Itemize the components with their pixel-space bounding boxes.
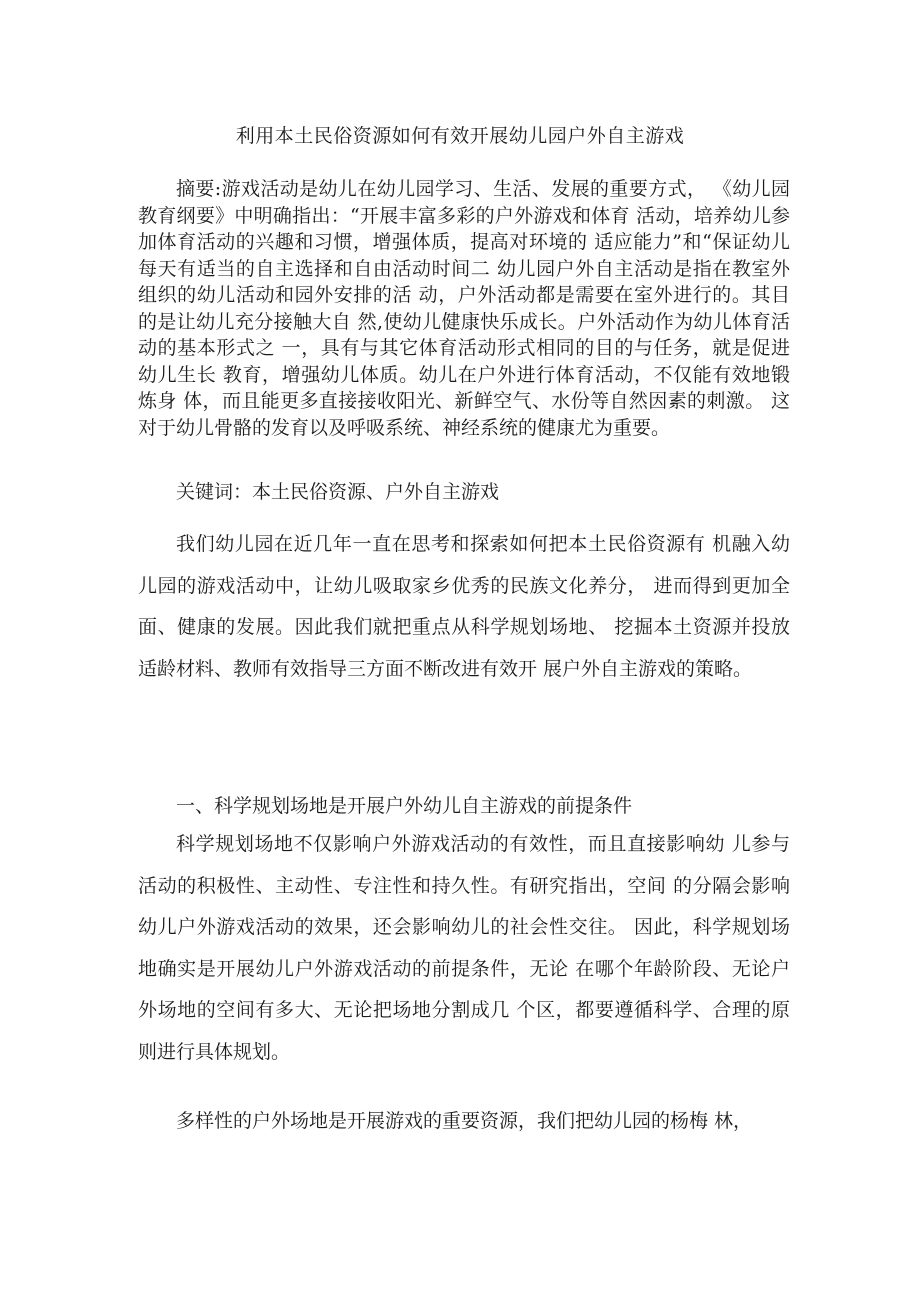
abstract-paragraph: 摘要:游戏活动是幼儿在幼儿园学习、生活、发展的重要方式， 《幼儿园教育纲要》中明确指出：“开展丰富多彩的户外游戏和体育 活动，培养幼儿参加体育活动的兴趣和习惯，增强体质，提高对环境的 适应能力”和“保证幼儿每天有适当的自主选择和自由活动时间二 幼儿园户外自主活动是指在教室外组织的幼儿活动和园外安排的活 动，户外活动都是需要在室外进行的。其目的是让幼儿充分接触大自 然,使幼儿健康快乐成长。户外活动作为幼儿体育活动的基本形式之 一，具有与其它体育活动形式相同的目的与任务，就是促进幼儿生长 教育，增强幼儿体质。幼儿在户外进行体育活动，不仅能有效地锻炼身 体，而且能更多直接接收阳光、新鲜空气、水份等自然因素的刺激。 这对于幼儿骨骼的发育以及呼吸系统、神经系统的健康尤为重要。 [138, 178, 790, 439]
document-title: 利用本土民俗资源如何有效开展幼儿园户外自主游戏 [235, 125, 685, 147]
section-heading-1: 一、科学规划场地是开展户外幼儿自主游戏的前提条件 [176, 795, 633, 817]
section-1-paragraph-2: 多样性的户外场地是开展游戏的重要资源，我们把幼儿园的杨梅 林， [176, 1110, 753, 1132]
intro-paragraph: 我们幼儿园在近几年一直在思考和探索如何把本土民俗资源有 机融入幼儿园的游戏活动中，让幼儿吸取家乡优秀的民族文化养分， 进而得到更加全面、健康的发展。因此我们就把重点从科学规划场地、 挖掘本土资源并投放适龄材料、教师有效指导三方面不断改进有效开 展户外自主游戏的策略。 [138, 533, 790, 680]
keywords-line: 关键词：本土民俗资源、户外自主游戏 [176, 481, 500, 503]
section-1-paragraph: 科学规划场地不仅影响户外游戏活动的有效性，而且直接影响幼 儿参与活动的积极性、主动性、专注性和持久性。有研究指出，空间 的分隔会影响幼儿户外游戏活动的效果，还会影响幼儿的社会性交往。 因此，科学规划场地确实是开展幼儿户外游戏活动的前提条件，无论 在哪个年龄阶段、无论户外场地的空间有多大、无论把场地分割成几 个区，都要遵循科学、合理的原则进行具体规划。 [138, 833, 790, 1063]
